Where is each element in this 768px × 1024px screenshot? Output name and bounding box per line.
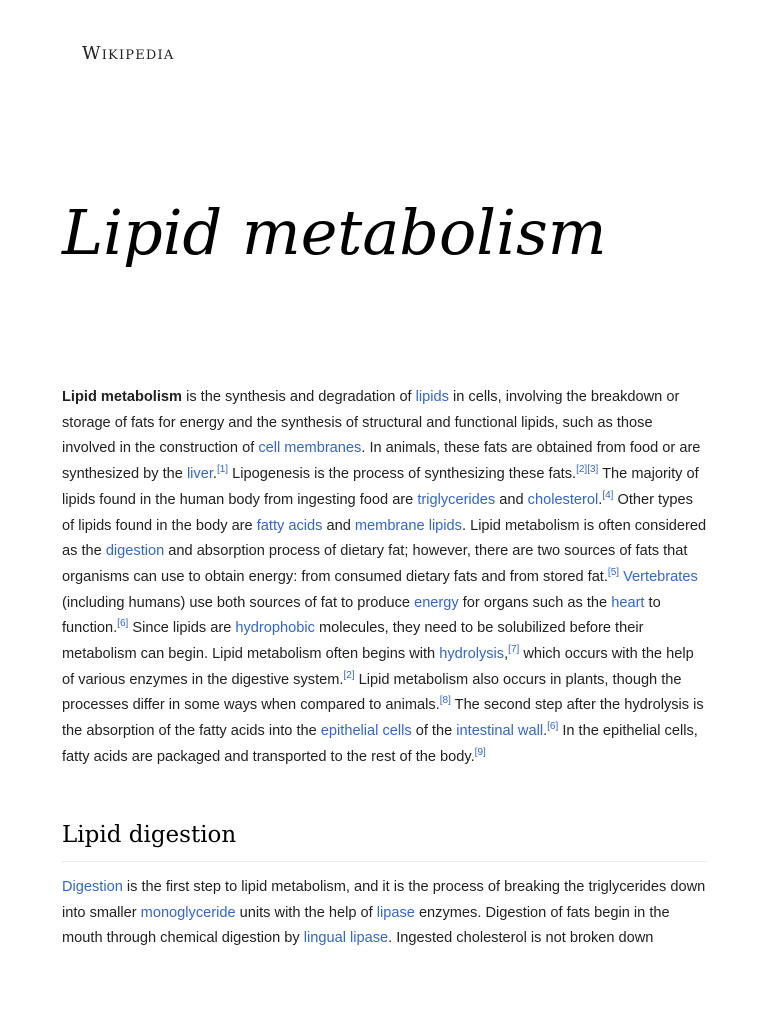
wiki-link[interactable]: liver bbox=[186, 466, 213, 483]
text-run: . bbox=[543, 723, 548, 740]
page-title: Lipid metabolism bbox=[62, 196, 607, 269]
wiki-link[interactable]: fatty acids bbox=[256, 517, 323, 534]
reference-sup bbox=[602, 490, 613, 501]
reference-sup bbox=[217, 464, 228, 475]
text-run: of the bbox=[411, 723, 457, 740]
reference-link[interactable]: [3] bbox=[587, 464, 599, 476]
text-run: Lipogenesis is the process of synthesizing these fats. bbox=[228, 466, 577, 483]
text-run: , bbox=[504, 646, 509, 663]
reference-sup bbox=[343, 670, 354, 681]
text-run: in cells, involving the breakdown or storage of fats for energy and the synthesis of structural and functional lipids, such as those involved in the construction of bbox=[62, 389, 680, 457]
intro-paragraph bbox=[62, 385, 708, 771]
reference-sup bbox=[547, 721, 558, 732]
text-run: . bbox=[212, 466, 217, 483]
reference-link[interactable]: [7] bbox=[508, 644, 520, 656]
text-run: . bbox=[598, 491, 603, 508]
wiki-link[interactable]: heart bbox=[611, 594, 645, 611]
text-run: molecules, they need to be solubilized before their metabolism can begin. Lipid metabolism often begins with bbox=[62, 620, 644, 663]
text-run: In the epithelial cells, fatty acids are packaged and transported to the rest of the body. bbox=[62, 723, 698, 765]
text-run: is the synthesis and degradation of bbox=[182, 389, 416, 405]
reference-sup bbox=[475, 747, 486, 758]
reference-sup bbox=[508, 644, 519, 655]
wiki-link[interactable]: energy bbox=[414, 594, 459, 611]
text-run: which occurs with the help of various enzymes in the digestive system. bbox=[62, 646, 694, 688]
wiki-link[interactable]: Vertebrates bbox=[623, 568, 698, 585]
wikipedia-logo[interactable]: Wikipedia bbox=[82, 43, 175, 64]
text-run: . Lipid metabolism is often considered as the bbox=[62, 517, 707, 560]
text-run: Other types of lipids found in the body are bbox=[62, 491, 693, 534]
reference-sup bbox=[587, 464, 598, 475]
reference-link[interactable]: [6] bbox=[547, 721, 559, 733]
wiki-link[interactable]: monoglyceride bbox=[140, 904, 236, 921]
wiki-link[interactable]: epithelial cells bbox=[320, 723, 412, 740]
text-run: Lipid metabolism also occurs in plants, though the processes differ in some ways when compared to animals. bbox=[62, 671, 682, 714]
wiki-link[interactable]: lipase bbox=[376, 904, 415, 921]
wiki-link[interactable]: lingual lipase bbox=[303, 930, 389, 947]
reference-sup bbox=[576, 464, 587, 475]
text-run: enzymes. Digestion of fats begin in the mouth through chemical digestion by bbox=[62, 904, 670, 947]
text-run: and absorption process of dietary fat; however, there are two sources of fats that organisms can use to obtain energy: from consumed dietary fats and from stored fat. bbox=[62, 543, 688, 585]
wiki-link[interactable]: cell membranes bbox=[258, 440, 362, 457]
reference-link[interactable]: [2] bbox=[343, 669, 355, 681]
text-run: . Ingested cholesterol is not broken down bbox=[388, 930, 654, 947]
reference-link[interactable]: [5] bbox=[607, 567, 620, 579]
wiki-link[interactable]: cholesterol bbox=[527, 491, 599, 508]
section-heading-lipid-digestion: Lipid digestion bbox=[62, 817, 707, 862]
wiki-link[interactable]: hydrophobic bbox=[235, 620, 315, 637]
wiki-link[interactable]: lipids bbox=[415, 389, 449, 405]
text-run: (including humans) use both sources of fat to produce bbox=[62, 594, 415, 611]
bold-term: Lipid metabolism bbox=[62, 389, 183, 405]
text-run: and bbox=[322, 517, 355, 534]
reference-link[interactable]: [1] bbox=[216, 464, 229, 476]
text-run: units with the help of bbox=[235, 904, 377, 921]
reference-link[interactable]: [9] bbox=[474, 746, 486, 758]
text-run: for organs such as the bbox=[458, 594, 612, 611]
reference-link[interactable]: [6] bbox=[117, 618, 129, 630]
text-run: to function. bbox=[62, 594, 661, 637]
reference-sup bbox=[440, 696, 451, 707]
reference-link[interactable]: [2] bbox=[576, 464, 588, 476]
wiki-link[interactable]: membrane lipids bbox=[354, 517, 462, 534]
lipid-digestion-paragraph bbox=[62, 875, 708, 952]
text-run: The majority of lipids found in the human body from ingesting food are bbox=[62, 466, 699, 508]
text-run: Since lipids are bbox=[128, 620, 236, 637]
wiki-link[interactable]: digestion bbox=[105, 543, 165, 560]
text-run: and bbox=[495, 491, 528, 508]
wiki-link[interactable]: intestinal wall bbox=[456, 723, 544, 740]
reference-sup bbox=[117, 618, 128, 629]
reference-link[interactable]: [4] bbox=[602, 489, 614, 501]
reference-link[interactable]: [8] bbox=[439, 695, 451, 707]
wiki-link[interactable]: Digestion bbox=[62, 879, 123, 895]
text-run: The second step after the hydrolysis is the absorption of the fatty acids into the bbox=[62, 697, 704, 740]
text-run: . In animals, these fats are obtained from food or are synthesized by the bbox=[62, 440, 701, 483]
wiki-link[interactable]: triglycerides bbox=[417, 491, 496, 508]
wiki-link[interactable]: hydrolysis bbox=[439, 646, 505, 663]
reference-sup bbox=[608, 567, 619, 578]
text-run: is the first step to lipid metabolism, and it is the process of breaking the triglycerides down into smaller bbox=[62, 879, 706, 921]
